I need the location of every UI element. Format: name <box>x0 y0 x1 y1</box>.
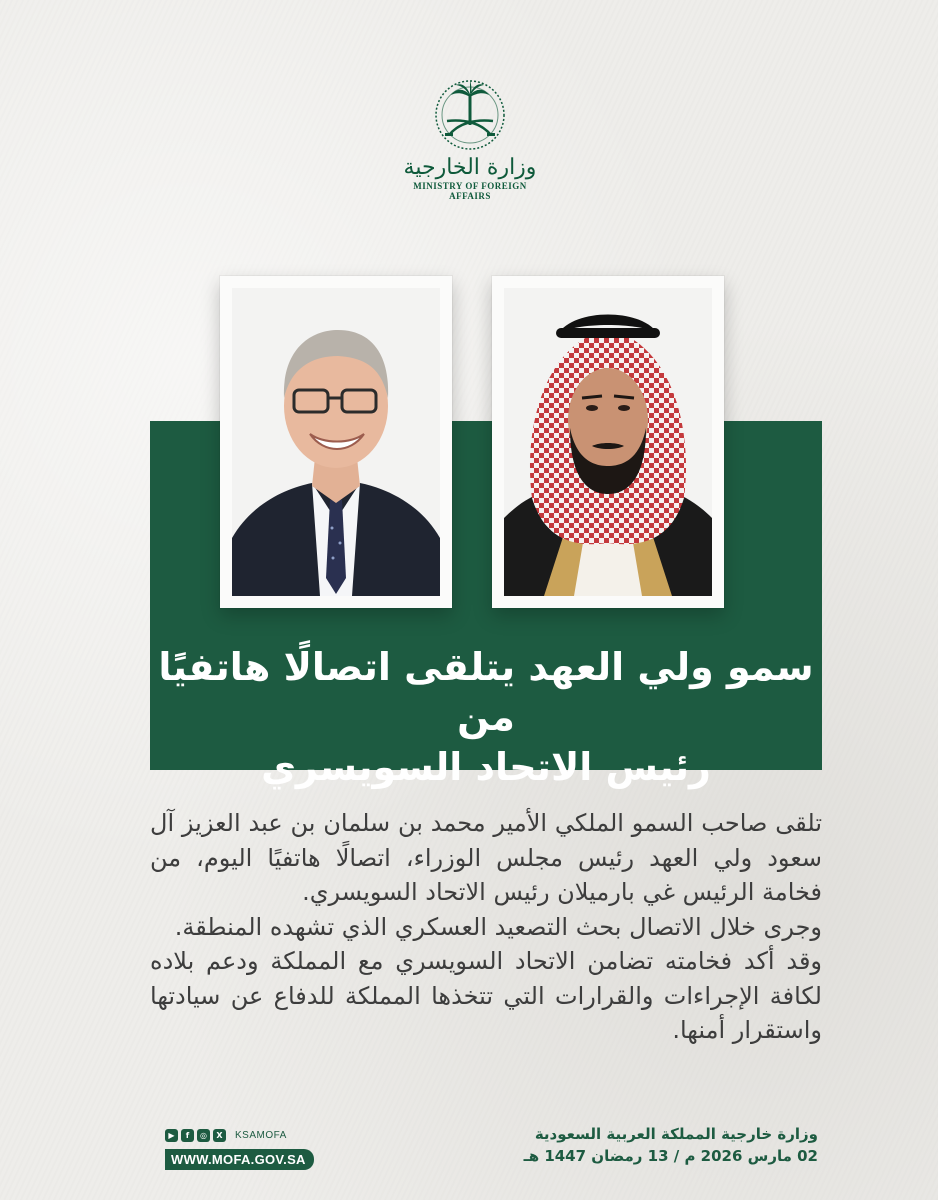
publisher-info <box>498 1123 818 1167</box>
facebook-icon[interactable]: f <box>181 1129 194 1142</box>
portrait-shemagh-image <box>504 288 712 596</box>
body-paragraph-1: تلقى صاحب السمو الملكي الأمير محمد بن سلمان بن عبد العزيز آل سعود ولي العهد رئيس مجلس الوزراء، اتصالًا هاتفيًا اليوم، من فخامة الرئيس غي بارميلان رئيس الاتحاد السويسري. <box>150 809 822 906</box>
social-links <box>165 1125 315 1145</box>
body-paragraph-3: وقد أكد فخامته تضامن الاتحاد السويسري مع المملكة ودعم بلاده لكافة الإجراءات والقرارات التي تتخذها المملكة للدفاع عن سيادتها واستقرار أمنها. <box>150 947 822 1044</box>
social-footer <box>165 1125 315 1167</box>
headline-line-2: رئيس الاتحاد السويسري <box>261 745 711 789</box>
x-icon[interactable]: X <box>213 1129 226 1142</box>
instagram-icon[interactable]: ◎ <box>197 1129 210 1142</box>
photo-crown-prince <box>492 276 724 608</box>
article-body <box>150 806 822 1048</box>
youtube-icon[interactable]: ▶ <box>165 1129 178 1142</box>
logo-arabic-name: وزارة الخارجية <box>403 155 537 180</box>
website-link[interactable]: WWW.MOFA.GOV.SA <box>165 1149 314 1170</box>
headline-line-1: سمو ولي العهد يتلقى اتصالًا هاتفيًا من <box>158 645 814 739</box>
publish-date: 02 مارس 2026 م / 13 رمضان 1447 هـ <box>523 1147 818 1165</box>
publisher-name: وزارة خارجية المملكة العربية السعودية <box>534 1125 818 1143</box>
headline <box>150 642 822 792</box>
emblem-icon <box>425 75 515 157</box>
photo-swiss-president <box>220 276 452 608</box>
body-paragraph-2: وجرى خلال الاتصال بحث التصعيد العسكري الذي تشهده المنطقة. <box>174 912 822 941</box>
ministry-logo <box>395 75 545 210</box>
logo-english-name: MINISTRY OF FOREIGN AFFAIRS <box>413 181 527 201</box>
portrait-suit-image <box>232 288 440 596</box>
social-handle[interactable]: KSAMOFA <box>235 1129 287 1141</box>
